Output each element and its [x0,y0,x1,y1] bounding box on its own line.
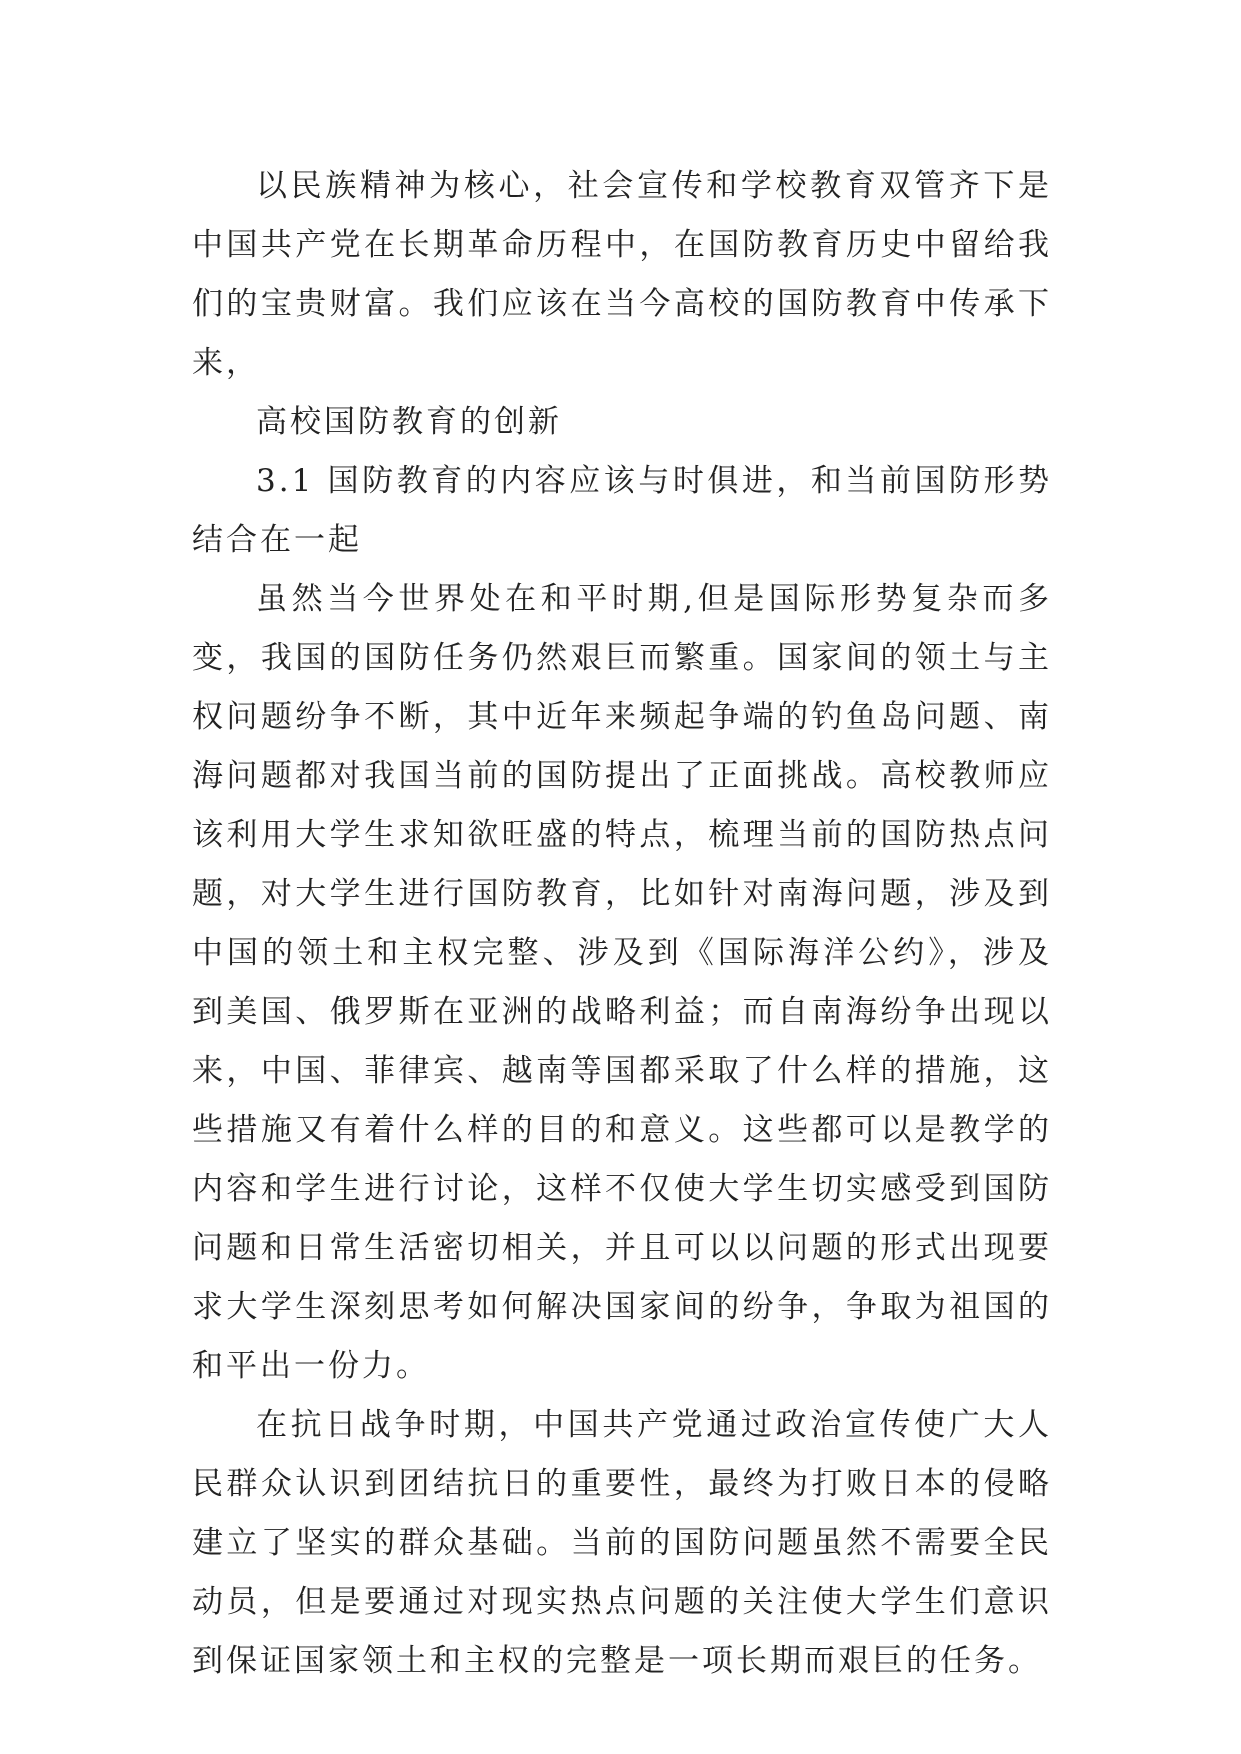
document-body [192,157,1052,1691]
subsection-heading: 3.1 国防教育的内容应该与时俱进，和当前国防形势结合在一起 [192,463,1052,558]
paragraph-current-situation: 虽然当今世界处在和平时期,但是国际形势复杂而多变，我国的国防任务仍然艰巨而繁重。国家间的领土与主权问题纷争不断，其中近年来频起争端的钓鱼岛问题、南海问题都对我国当前的国防提出了正面挑战。高校教师应该利用大学生求知欲旺盛的特点，梳理当前的国防热点问题，对大学生进行国防教育，比如针对南海问题，涉及到中国的领土和主权完整、涉及到《国际海洋公约》，涉及到美国、俄罗斯在亚洲的战略利益；而自南海纷争出现以来，中国、菲律宾、越南等国都采取了什么样的措施，这些措施又有着什么样的目的和意义。这些都可以是教学的内容和学生进行讨论，这样不仅使大学生切实感受到国防问题和日常生活密切相关，并且可以以问题的形式出现要求大学生深刻思考如何解决国家间的纷争，争取为祖国的和平出一份力。 [192,581,1052,1384]
paragraph-history: 在抗日战争时期，中国共产党通过政治宣传使广大人民群众认识到团结抗日的重要性，最终为打败日本的侵略建立了坚实的群众基础。当前的国防问题虽然不需要全民动员，但是要通过对现实热点问题的关注使大学生们意识到保证国家领土和主权的完整是一项长期而艰巨的任务。 [192,1407,1052,1679]
section-heading: 高校国防教育的创新 [256,404,562,440]
paragraph-intro: 以民族精神为核心，社会宣传和学校教育双管齐下是中国共产党在长期革命历程中，在国防教育历史中留给我们的宝贵财富。我们应该在当今高校的国防教育中传承下来， [192,168,1052,381]
